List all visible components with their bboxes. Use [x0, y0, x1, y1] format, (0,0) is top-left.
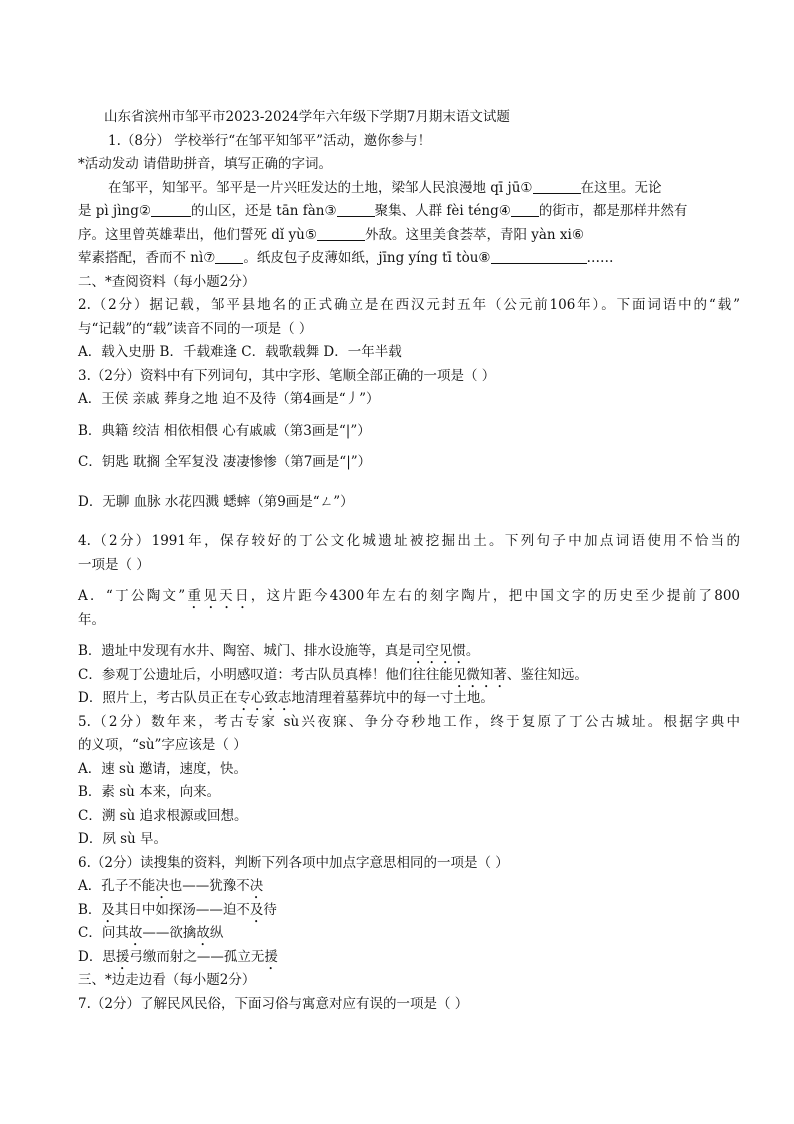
question-1-passage-line-1	[78, 177, 740, 201]
passage-text: 在这里。无论	[580, 179, 662, 196]
question-4-option-b	[78, 640, 740, 664]
question-1-instruction: *活动发动 请借助拼音，填写正确的字词。	[78, 156, 333, 172]
dotted-char: 故	[196, 925, 210, 941]
dotted-phrase: 重见天日	[185, 588, 251, 604]
answer-blank-3[interactable]	[337, 201, 375, 217]
option-text: ，这片距今4300年左右的刻字陶片，把中国文字的历史至少提前了800	[250, 588, 741, 604]
passage-text: 序。这里曾英雄辈出，他们誓死 dǐ yù⑤	[78, 226, 317, 243]
section-2-heading: 二、*查阅资料（每小题2分）	[78, 273, 256, 290]
option-text: B．	[78, 901, 102, 918]
question-4-stem-line-2: 一项是（ ）	[78, 556, 150, 573]
option-text: C．参观丁公遗址后，小明感叹道：考古队员真棒！他们往往能	[78, 666, 453, 683]
question-1-heading: 1.（8分） 学校举行“在邹平知邹平”活动，邀你参与！	[108, 132, 432, 149]
question-4-option-a	[78, 585, 740, 609]
answer-blank-1[interactable]	[533, 178, 581, 194]
question-5-option-c: C．溯 sù 追求根源或回想。	[78, 807, 248, 824]
answer-blank-8[interactable]	[491, 248, 587, 264]
question-5-option-a: A．速 sù 邀请，速度，快。	[78, 760, 247, 777]
option-text: 也——犹豫不	[168, 878, 250, 894]
question-4-option-c	[78, 664, 740, 688]
question-6-option-c	[78, 922, 740, 946]
question-6-stem: 6.（2分）读搜集的资料，判断下列各项中加点字意思相同的一项是（ ）	[78, 854, 509, 871]
option-text: 弓缴而射之——孤立无	[129, 948, 265, 965]
question-3-option-d: D．无聊 血脉 水花四溅 蟋蟀（第9画是“ㄥ”）	[78, 493, 354, 510]
dotted-char: 援	[264, 948, 278, 965]
question-5-stem-line-1: 5.（2分）数年来，考古专家 sù兴夜寐、争分夺秒地工作，终于复原了丁公古城址。根据字典中	[78, 713, 740, 730]
passage-text: 。纸皮包子皮薄如纸，jīng yíng tī tòu⑧	[243, 250, 491, 266]
passage-text: 外敌。这里美食荟萃，青阳 yàn xi⑥	[364, 226, 584, 243]
passage-text: 在邹平，知邹平。邹平是一片兴旺发达的土地，梁邹人民浪漫地 qī jū①	[108, 179, 533, 196]
question-2-stem-line-2: 与“记载”的“载”读音不同的一项是（ ）	[78, 320, 313, 337]
answer-blank-4[interactable]	[511, 201, 539, 217]
question-3-stem: 3.（2分）资料中有下列词句，其中字形、笔顺全部正确的一项是（ ）	[78, 367, 496, 384]
question-2-stem-line-1: 2.（2分）据记载，邹平县地名的正式确立是在西汉元封五年（公元前106年）。下面词语中的“载”	[78, 297, 740, 313]
answer-blank-5[interactable]	[317, 225, 365, 241]
section-3-heading: 三、*边走边看（每小题2分）	[78, 972, 256, 988]
exam-page	[78, 106, 740, 1016]
question-3-option-a: A．王侯 亲戚 葬身之地 迫不及待（第4画是“丿”）	[78, 391, 380, 407]
option-text: ——欲擒	[142, 925, 197, 941]
question-7-stem: 7.（2分）了解民风民俗，下面习俗与寓意对应有误的一项是（ ）	[78, 995, 469, 1012]
option-text: A．孔子不能	[78, 878, 156, 894]
passage-text: 的街市，都是那样井然有	[538, 203, 688, 219]
option-text: B．遗址中发现有水井、陶窑、城门、排水设施等，真是	[78, 643, 412, 659]
dotted-phrase: 专心致志	[237, 690, 292, 706]
option-text: D．照片上，考古队员正在	[78, 690, 238, 706]
question-2-options: A．载入史册 B．千载难逢 C．载歌载舞 D．一年半载	[78, 344, 402, 360]
option-text: 待	[263, 901, 277, 918]
dotted-phrase: 司空见惯	[411, 643, 466, 659]
option-text: A．“丁公陶文”	[78, 588, 186, 604]
answer-blank-2[interactable]	[151, 201, 191, 217]
option-text: 。	[465, 643, 480, 659]
option-text: 地清理着墓葬坑中的每一寸土地。	[291, 690, 494, 706]
dotted-phrase: 见微知著	[452, 666, 507, 683]
passage-text: ……	[586, 250, 614, 266]
question-3-option-c: C．钥匙 耽搁 全军复没 凄凄惨惨（第7画是“|”）	[78, 454, 372, 470]
question-4-stem-line-1: 4.（2分）1991年，保存较好的丁公文化城遗址被挖掘出土。下列句子中加点词语使用不恰当的	[78, 533, 740, 549]
dotted-char: 决	[249, 878, 264, 894]
question-6-option-a	[78, 875, 740, 899]
option-text: D．思	[78, 948, 116, 965]
option-text: 、鉴往知远。	[506, 666, 588, 683]
question-3-option-b: B．典籍 绞洁 相依相偎 心有戚戚（第3画是“|”）	[78, 422, 371, 439]
option-text: 其日中如探汤——迫不	[114, 901, 250, 918]
passage-text: 聚集、人群 fèi téng④	[374, 203, 511, 219]
dotted-char: 决	[155, 878, 169, 894]
question-6-option-b	[78, 899, 740, 923]
page-title: 山东省滨州市邹平市2023-2024学年六年级下学期7月期末语文试题	[104, 109, 510, 125]
passage-text: 的山区，还是 tān fàn③	[190, 203, 337, 219]
question-6-option-d	[78, 946, 740, 970]
passage-text: 荤素搭配，香而不 nì⑦	[78, 250, 216, 266]
question-4-option-d	[78, 687, 740, 711]
option-text: C．问其	[78, 925, 129, 941]
question-5-stem-line-2: 的义项，“sù”字应该是（ ）	[78, 737, 247, 753]
question-5-option-d: D．夙 sù 早。	[78, 831, 168, 847]
dotted-char: 及	[101, 901, 115, 918]
option-text: 纵	[209, 925, 224, 941]
question-1-passage-line-4	[78, 247, 740, 271]
passage-text: 是 pì jìng②	[78, 203, 151, 219]
dotted-char: 故	[128, 925, 143, 941]
answer-blank-7[interactable]	[215, 248, 243, 264]
dotted-char: 援	[115, 948, 130, 965]
dotted-char: 及	[249, 901, 264, 918]
question-1-passage-line-2	[78, 200, 740, 224]
question-5-option-b: B．素 sù 本来，向来。	[78, 784, 221, 800]
question-1-passage-line-3	[78, 224, 740, 248]
question-4-option-a-cont: 年。	[78, 611, 105, 628]
